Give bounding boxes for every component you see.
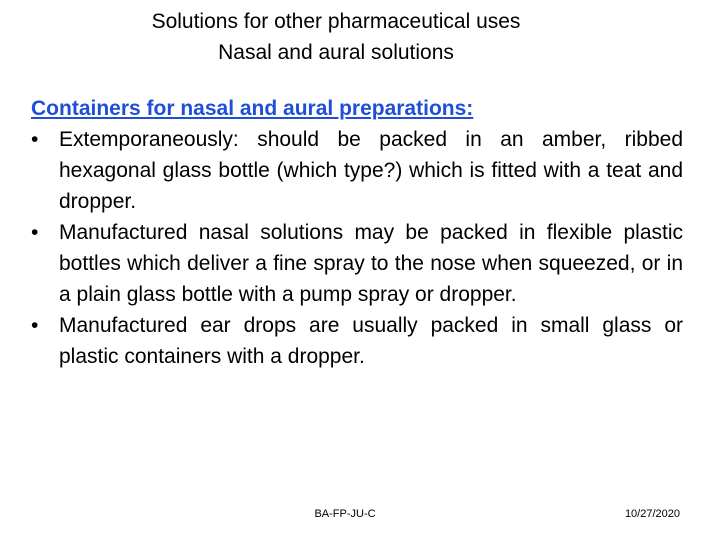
footer-code: BA-FP-JU-C [314,508,376,520]
title-line-2: Nasal and aural solutions [218,41,454,64]
bullet-icon: • [31,221,39,244]
bullet-list [31,124,683,372]
footer-date: 10/27/2020 [624,508,680,520]
bullet-item [31,217,683,310]
slide-title [0,6,672,68]
bullet-text: Extemporaneously: should be packed in an amber, ribbed hexagonal glass bottle (which type?) which is fitted with a teat and dropper. [59,128,683,213]
bullet-item [31,124,683,217]
section-heading: Containers for nasal and aural preparations: [31,97,474,120]
bullet-icon: • [31,128,39,151]
content-area [31,93,683,372]
title-line-1: Solutions for other pharmaceutical uses [151,10,521,33]
bullet-icon: • [31,314,39,337]
bullet-text: Manufactured ear drops are usually packed in small glass or plastic containers with a dropper. [59,314,683,368]
bullet-item [31,310,683,372]
bullet-text: Manufactured nasal solutions may be packed in flexible plastic bottles which deliver a fine spray to the nose when squeezed, or in a plain glass bottle with a pump spray or dropper. [59,221,683,306]
